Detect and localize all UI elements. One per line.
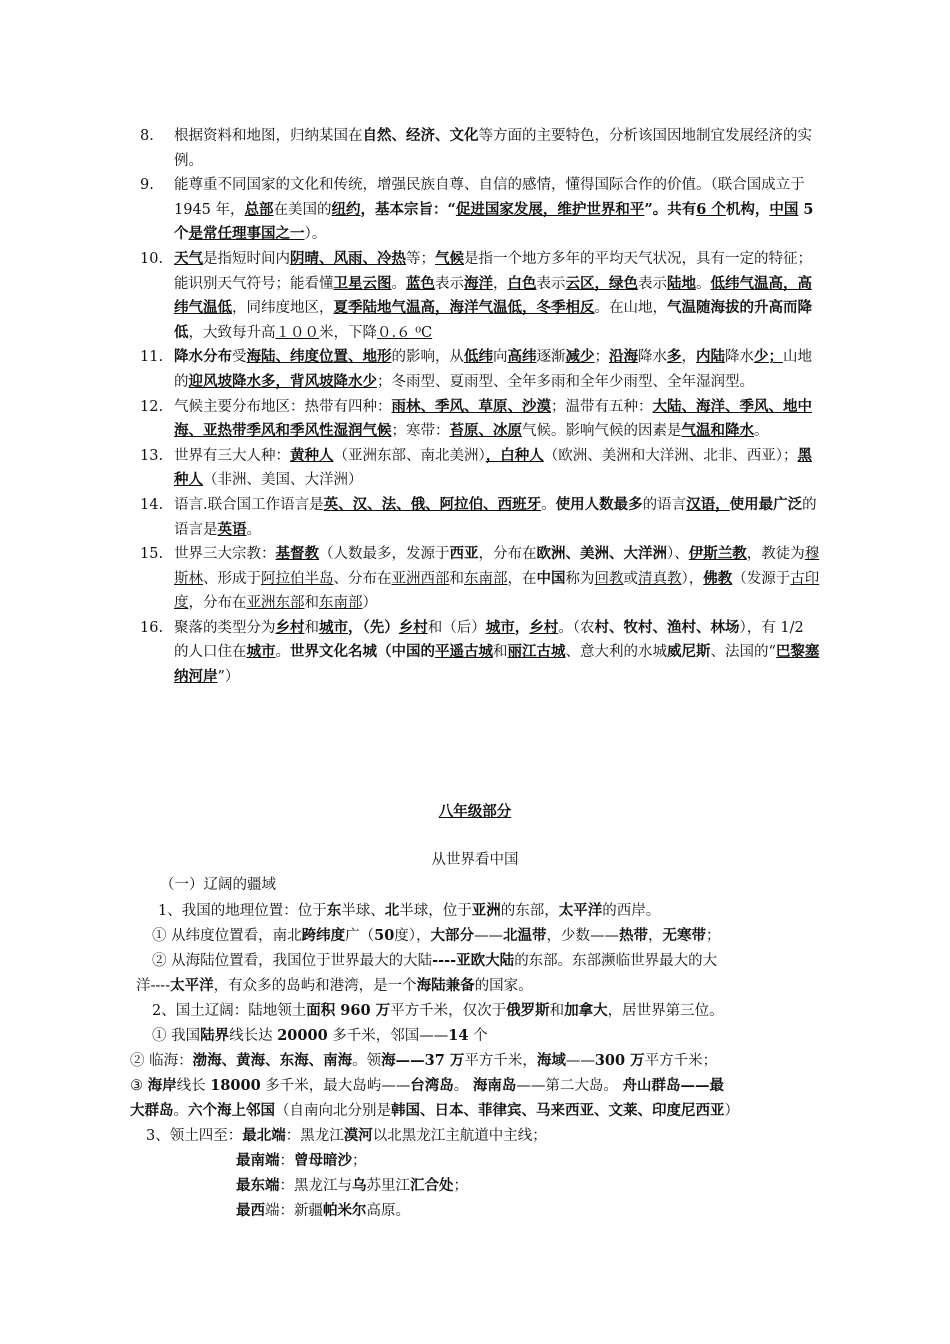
text-run: 多千米，最大岛屿—— bbox=[260, 1078, 411, 1094]
text-run: 向 bbox=[493, 349, 508, 366]
text-run: ） bbox=[362, 595, 377, 612]
text-run: 在美国的 bbox=[273, 201, 332, 218]
emphasized-text: 多 bbox=[667, 348, 682, 366]
emphasized-text: 最北端 bbox=[242, 1127, 286, 1144]
text-run: 。 bbox=[246, 521, 261, 538]
section-line bbox=[136, 973, 533, 999]
section-line bbox=[130, 1048, 717, 1074]
text-run: ① 从纬度位置看，南北 bbox=[152, 928, 302, 944]
text-run: 受 bbox=[232, 349, 247, 366]
emphasized-text: 穆斯林 bbox=[174, 546, 820, 587]
text-run: ；温带有五种： bbox=[551, 398, 653, 415]
text-run: 半球，位于 bbox=[399, 903, 472, 919]
list-item-number: 9. bbox=[140, 177, 154, 194]
emphasized-text: 舟山群岛——最 bbox=[622, 1077, 724, 1094]
emphasized-text: 大部分 bbox=[430, 927, 475, 944]
emphasized-text: 平遥古城 bbox=[435, 643, 493, 661]
emphasized-text: 陆界 bbox=[200, 1027, 230, 1044]
emphasized-text: 海陆、纬度位置、地形 bbox=[246, 348, 392, 366]
text-run: 气候主要分布地区：热带有四种： bbox=[174, 398, 392, 415]
emphasized-text: 曾母暗沙 bbox=[294, 1152, 352, 1169]
emphasized-text: 城市 bbox=[485, 618, 515, 636]
text-run: 和 bbox=[493, 644, 508, 661]
section-line bbox=[160, 873, 276, 898]
text-run: ； bbox=[352, 1153, 367, 1169]
text-run: 米，下降 bbox=[319, 324, 377, 341]
text-run: 的语言是 bbox=[174, 496, 817, 538]
emphasized-text: 城市 bbox=[319, 618, 348, 636]
text-run: ——第二大岛。 bbox=[516, 1078, 623, 1094]
emphasized-text: 最东端 bbox=[236, 1177, 280, 1194]
text-run: （欧洲、美洲和大洋洲、北非、西亚）； bbox=[543, 447, 798, 464]
text-run: 表示 bbox=[435, 275, 464, 292]
emphasized-text: 大陆、海洋、季风、地中海、亚热带季风和季风性湿润气候 bbox=[174, 397, 812, 440]
text-run: 3、领土四至： bbox=[146, 1128, 243, 1144]
text-run: ； bbox=[453, 1178, 468, 1194]
list-item bbox=[140, 247, 820, 345]
text-run: 线长达 bbox=[229, 1028, 278, 1044]
emphasized-text: 气候 bbox=[435, 249, 464, 267]
emphasized-text: 大群岛 bbox=[130, 1102, 174, 1119]
text-run: 等方面的主要特色，分析该国因地制宜发展经济的实例。 bbox=[174, 128, 812, 169]
emphasized-text: 帕米尔 bbox=[323, 1202, 367, 1219]
emphasized-text: 丽江古城 bbox=[507, 643, 566, 661]
emphasized-text: 城市 bbox=[246, 643, 276, 661]
emphasized-text: 海——37 万 bbox=[381, 1052, 465, 1069]
emphasized-text: 自然、经济、文化 bbox=[362, 127, 479, 144]
emphasized-text: 低纬 bbox=[464, 348, 493, 366]
text-run: 和 bbox=[304, 619, 319, 636]
emphasized-text: 少； bbox=[754, 348, 783, 366]
text-run: 等； bbox=[406, 250, 435, 267]
list-item-number: 10. bbox=[140, 250, 164, 267]
emphasized-text: 东南部 bbox=[464, 570, 508, 587]
emphasized-text: 迎风坡降水多，背风坡降水少 bbox=[188, 372, 377, 390]
emphasized-text: 气温随海拔的升高而降低 bbox=[174, 299, 812, 341]
list-item bbox=[140, 395, 820, 444]
text-run: （发源于 bbox=[732, 570, 791, 587]
text-run: ，分布在 bbox=[478, 546, 537, 563]
emphasized-text: 海岸 bbox=[147, 1077, 177, 1094]
emphasized-text: 海南岛 bbox=[472, 1077, 517, 1094]
emphasized-text: 高纬 bbox=[507, 348, 537, 366]
section-line bbox=[236, 1148, 367, 1174]
emphasized-text: 亚洲 bbox=[471, 902, 501, 919]
emphasized-text: 乡村 bbox=[275, 618, 305, 636]
section-line bbox=[152, 998, 724, 1024]
text-run: 个 bbox=[468, 1028, 488, 1044]
text-run: 平方千米； bbox=[644, 1053, 718, 1069]
emphasized-text: 天气 bbox=[174, 249, 203, 267]
text-run: ② 临海： bbox=[130, 1053, 193, 1069]
text-run: ）， bbox=[681, 570, 704, 587]
emphasized-text: 漠河 bbox=[343, 1127, 373, 1144]
text-run: 的影响，从 bbox=[391, 349, 464, 366]
text-run: ， bbox=[648, 928, 663, 944]
emphasized-text: 西亚 bbox=[449, 545, 479, 563]
text-run: 气候。影响气候的因素是 bbox=[522, 423, 682, 440]
text-run: 高原。 bbox=[366, 1203, 410, 1219]
text-run: 世界有三大人种： bbox=[174, 447, 290, 464]
text-run: 。 bbox=[275, 644, 290, 661]
text-run: ② 从海陆位置看，我国位于世界最大的大陆 bbox=[152, 953, 433, 969]
text-run: （亚洲东部、南北美洲） bbox=[333, 447, 486, 464]
emphasized-text: 内陆 bbox=[696, 348, 725, 366]
text-run: 多千米，邻国—— bbox=[327, 1028, 449, 1044]
text-run: ，少 bbox=[546, 928, 576, 944]
text-run: 。（农 bbox=[558, 619, 595, 636]
list-item bbox=[140, 124, 820, 173]
text-run: 线长 bbox=[176, 1078, 211, 1094]
section-line bbox=[236, 1198, 410, 1224]
text-run: 聚落的类型分为 bbox=[174, 619, 276, 636]
emphasized-text: 加拿大 bbox=[564, 1002, 608, 1019]
section-line bbox=[130, 1098, 739, 1124]
emphasized-text: 使用人数最多 bbox=[555, 495, 643, 513]
text-run: 、形成于 bbox=[203, 570, 261, 587]
emphasized-text: 清真教 bbox=[638, 570, 682, 587]
text-run: 表示 bbox=[536, 275, 566, 292]
emphasized-text: 热带 bbox=[619, 927, 649, 944]
list-item bbox=[140, 345, 820, 394]
text-run: ① 我国 bbox=[152, 1028, 201, 1044]
text-run: ） bbox=[724, 1103, 739, 1119]
text-run: ，有众多的岛屿和港湾，是一个 bbox=[213, 978, 417, 994]
text-run: 的国家。 bbox=[474, 978, 533, 994]
emphasized-text: 纽约 bbox=[331, 200, 361, 218]
text-run: ，同纬度地区， bbox=[232, 300, 334, 317]
text-run: 。 bbox=[696, 275, 711, 292]
emphasized-text: 50 bbox=[374, 927, 395, 944]
emphasized-text: 14 bbox=[448, 1027, 469, 1044]
text-run: ，居世界第三位。 bbox=[607, 1003, 724, 1019]
text-run: 降水 bbox=[725, 349, 754, 366]
text-run: 和 bbox=[449, 570, 464, 587]
section-line bbox=[158, 898, 660, 924]
text-run: ： bbox=[279, 1153, 294, 1169]
text-run: ；寒带： bbox=[391, 423, 450, 440]
emphasized-text: 使用最广泛 bbox=[729, 495, 803, 513]
text-run: 半球、 bbox=[341, 903, 385, 919]
emphasized-text: 基督教 bbox=[275, 545, 319, 563]
emphasized-text: 云区，绿色 bbox=[565, 274, 638, 292]
emphasized-text: 英、汉、法、俄、阿拉伯、西班牙 bbox=[323, 495, 542, 513]
emphasized-text: 阿拉伯半岛 bbox=[261, 570, 334, 587]
emphasized-text: ----亚欧大陆 bbox=[432, 952, 515, 969]
text-run: 度）， bbox=[394, 928, 431, 944]
text-run: ， bbox=[681, 349, 696, 366]
emphasized-text: 沿海 bbox=[609, 348, 638, 366]
text-run: 。在山地， bbox=[594, 300, 667, 317]
text-run: 或 bbox=[623, 570, 638, 587]
section-line bbox=[130, 1073, 724, 1099]
emphasized-text: 机构， bbox=[725, 200, 770, 218]
emphasized-text: 回教 bbox=[594, 570, 624, 587]
text-run: 。领 bbox=[352, 1053, 382, 1069]
emphasized-text: １００ bbox=[275, 324, 319, 341]
text-run: 和 bbox=[304, 595, 319, 612]
text-run: （非洲、美国、大洋洲） bbox=[203, 472, 363, 489]
emphasized-text: 白色 bbox=[507, 274, 537, 292]
emphasized-text: 面积 960 万 bbox=[306, 1002, 391, 1019]
emphasized-text: 最西 bbox=[236, 1202, 265, 1219]
text-run: ）。 bbox=[304, 226, 327, 243]
emphasized-text: 阴晴、风雨、冷热 bbox=[290, 249, 406, 267]
text-run: 根据资料和地图，归纳某国在 bbox=[174, 128, 363, 144]
list-item-number: 16. bbox=[140, 619, 164, 636]
text-run: ，在 bbox=[507, 570, 537, 587]
emphasized-text: 海洋 bbox=[464, 274, 493, 292]
text-run: 是指短时间内 bbox=[203, 250, 290, 267]
text-run: 1、我国的地理位置：位于 bbox=[158, 903, 327, 919]
emphasized-text: 夏季陆地气温高，海洋气温低，冬季相反 bbox=[333, 299, 595, 317]
list-item bbox=[140, 616, 820, 690]
text-run: 、分布在 bbox=[333, 570, 392, 587]
emphasized-text: 陆地 bbox=[667, 274, 696, 292]
emphasized-text: 欧洲、美洲、大洋洲 bbox=[536, 545, 667, 563]
text-run: ③ bbox=[130, 1078, 148, 1094]
text-run: 语言.联合国工作语言是 bbox=[174, 496, 324, 513]
text-run: 表示 bbox=[638, 275, 667, 292]
text-run: 。 bbox=[453, 1078, 473, 1094]
emphasized-text: 气温和降水 bbox=[681, 422, 754, 440]
text-run: 苏里江 bbox=[366, 1178, 410, 1194]
text-run: （自南向北分别是 bbox=[275, 1103, 391, 1119]
emphasized-text: 太平洋 bbox=[558, 902, 603, 919]
emphasized-text: 低纬气温高，高纬气温低 bbox=[174, 274, 812, 317]
text-run: 。 bbox=[391, 275, 406, 292]
emphasized-text: 苔原、冰原 bbox=[449, 422, 522, 440]
text-run: ：黑龙江与 bbox=[279, 1178, 352, 1194]
emphasized-text: 是常任理事国之一 bbox=[188, 225, 305, 243]
emphasized-text: ，白种人 bbox=[485, 446, 544, 464]
emphasized-text: 总部 bbox=[244, 200, 274, 218]
text-run: ：黑龙江 bbox=[285, 1128, 344, 1144]
text-run: 。 bbox=[541, 496, 556, 513]
text-run: ； bbox=[706, 928, 721, 944]
text-run: ）、 bbox=[667, 546, 689, 563]
emphasized-text: 5 个 bbox=[174, 200, 814, 243]
grade-title: 八年级部分 bbox=[438, 803, 512, 820]
emphasized-text: 俄罗斯 bbox=[506, 1002, 550, 1019]
text-run: 广（ bbox=[345, 928, 375, 944]
emphasized-text: 黑种人 bbox=[174, 446, 812, 489]
text-run: ，分布在 bbox=[188, 595, 247, 612]
list-item-number: 8. bbox=[140, 128, 154, 144]
section-line bbox=[236, 1173, 468, 1199]
text-run: （人数最多，发源于 bbox=[319, 546, 450, 563]
emphasized-text: 20000 bbox=[277, 1027, 328, 1044]
emphasized-text: 亚洲东部 bbox=[246, 595, 305, 612]
emphasized-text: 北温带 bbox=[503, 927, 547, 944]
text-run: 的东部。东部濒临世界最大的大 bbox=[514, 953, 718, 969]
text-run: 降水 bbox=[638, 349, 667, 366]
text-run: 数—— bbox=[575, 928, 620, 944]
emphasized-text: 6 个 bbox=[696, 200, 726, 218]
emphasized-text: 巴黎塞纳河岸 bbox=[174, 643, 820, 686]
emphasized-text: ，（先） bbox=[348, 618, 399, 636]
emphasized-text: 海域 bbox=[536, 1052, 566, 1069]
emphasized-text: 300 万 bbox=[594, 1052, 645, 1069]
text-run: 的西岸。 bbox=[602, 903, 661, 919]
emphasized-text: 北 bbox=[384, 902, 400, 919]
emphasized-text: 最南端 bbox=[236, 1152, 280, 1169]
emphasized-text: 东 bbox=[326, 902, 342, 919]
section-line bbox=[152, 1023, 488, 1049]
text-run: ，教徒为 bbox=[746, 546, 805, 563]
emphasized-text: 减少 bbox=[565, 348, 595, 366]
chapter-title: 从世界看中国 bbox=[431, 852, 519, 868]
emphasized-text: 汇合处 bbox=[410, 1177, 454, 1194]
list-item bbox=[140, 542, 820, 616]
section-line bbox=[152, 948, 717, 974]
text-run: 逐渐 bbox=[536, 349, 566, 366]
emphasized-text: 佛教 bbox=[703, 569, 733, 587]
emphasized-text: 韩国、日本、菲律宾、马来西亚、文莱、印度尼西亚 bbox=[391, 1102, 725, 1119]
emphasized-text: 无寒带 bbox=[662, 927, 707, 944]
text-run: （一）辽阔的疆域 bbox=[160, 877, 276, 893]
emphasized-text: 黄种人 bbox=[290, 446, 334, 464]
emphasized-text: 渤海、黄海、东海、南海 bbox=[192, 1052, 353, 1069]
text-run: —— bbox=[565, 1053, 595, 1069]
text-run: 和（后） bbox=[427, 619, 486, 636]
list-item-number: 15. bbox=[140, 546, 164, 563]
emphasized-text: 雨林、季风、草原、沙漠 bbox=[391, 397, 551, 415]
emphasized-text: 促进国家发展，维护世界和平 bbox=[455, 200, 645, 218]
section-line bbox=[146, 1123, 547, 1149]
numbered-list bbox=[140, 124, 820, 690]
text-run: 以北黑龙江主航道中主线； bbox=[372, 1128, 547, 1144]
text-run: 、法国的“ bbox=[710, 644, 776, 661]
text-run: 世界三大宗教： bbox=[174, 546, 276, 563]
text-run: ； bbox=[594, 349, 609, 366]
emphasized-text: ”。共有 bbox=[644, 200, 697, 218]
text-run: 。 bbox=[173, 1103, 188, 1119]
emphasized-text: 台湾岛 bbox=[410, 1077, 454, 1094]
emphasized-text: 中国 bbox=[769, 200, 799, 218]
emphasized-text: ０.６ ⁰C bbox=[377, 324, 433, 341]
emphasized-text: 亚洲西部 bbox=[391, 570, 450, 587]
emphasized-text: ， bbox=[514, 618, 530, 636]
text-run: 洋---- bbox=[136, 978, 171, 994]
emphasized-text: 英语 bbox=[217, 520, 247, 538]
emphasized-text: ，基本宗旨：“ bbox=[360, 200, 456, 218]
emphasized-text: 古印度 bbox=[174, 570, 820, 612]
emphasized-text: 汉语， bbox=[686, 495, 730, 513]
text-run: —— bbox=[474, 928, 504, 944]
emphasized-text: 太平洋 bbox=[170, 977, 214, 994]
emphasized-text: 乌 bbox=[352, 1177, 367, 1194]
text-run: 能尊重不同国家的文化和传统，增强民族自尊、自信的感情，懂得国际合作的价值。（联合国成立于 1945 年， bbox=[174, 177, 805, 218]
list-item-number: 12. bbox=[140, 398, 164, 415]
text-run: 是指一个地方多年的平均天气状况，具有一定的特征；能识别天气符号；能看懂 bbox=[174, 250, 812, 292]
emphasized-text: 卫星云图 bbox=[333, 274, 392, 292]
text-run: 的语言 bbox=[642, 496, 687, 513]
list-item bbox=[140, 493, 820, 542]
list-item-number: 13. bbox=[140, 447, 164, 464]
text-run: 平方千米，仅次于 bbox=[390, 1003, 507, 1019]
emphasized-text: 海陆兼备 bbox=[416, 977, 475, 994]
emphasized-text: 中国 bbox=[536, 569, 566, 587]
emphasized-text: 世界文化名城（中国的 bbox=[290, 643, 435, 661]
text-run: 2、国土辽阔：陆地领土 bbox=[152, 1003, 307, 1019]
text-run: 山地的 bbox=[174, 349, 812, 390]
section-line bbox=[152, 923, 721, 949]
text-run: 、意大利的水城 bbox=[565, 644, 667, 661]
emphasized-text: 东南部 bbox=[319, 595, 363, 612]
text-run: ；冬雨型、夏雨型、全年多雨和全年少雨型、全年湿润型。 bbox=[377, 373, 754, 390]
emphasized-text: 乡村 bbox=[529, 618, 559, 636]
text-run: 的东部， bbox=[500, 903, 559, 919]
emphasized-text: 蓝色 bbox=[406, 274, 435, 292]
text-run: 和 bbox=[549, 1003, 565, 1019]
text-run: ），有 1/2 的人口住在 bbox=[174, 619, 804, 661]
text-run: ， bbox=[493, 275, 508, 292]
list-item bbox=[140, 444, 820, 493]
emphasized-text: 六个海上邻国 bbox=[188, 1102, 275, 1119]
text-run: 端：新疆 bbox=[265, 1203, 323, 1219]
text-run: 。 bbox=[754, 423, 769, 440]
emphasized-text: 乡村 bbox=[398, 618, 428, 636]
list-item-number: 14. bbox=[140, 496, 164, 513]
list-item-number: 11. bbox=[140, 349, 164, 366]
emphasized-text: 降水分布 bbox=[174, 348, 232, 366]
text-run: 称为 bbox=[565, 570, 595, 587]
emphasized-text: 伊斯兰教 bbox=[688, 545, 747, 563]
text-run: 平方千米， bbox=[464, 1053, 537, 1069]
list-item bbox=[140, 173, 820, 247]
emphasized-text: 村、牧村、渔村、林场 bbox=[594, 618, 740, 636]
emphasized-text: 18000 bbox=[210, 1077, 261, 1094]
text-run: ”） bbox=[217, 669, 240, 686]
text-run: ，大致每升高 bbox=[188, 324, 276, 341]
emphasized-text: 威尼斯 bbox=[667, 643, 711, 661]
emphasized-text: 跨纬度 bbox=[301, 927, 346, 944]
